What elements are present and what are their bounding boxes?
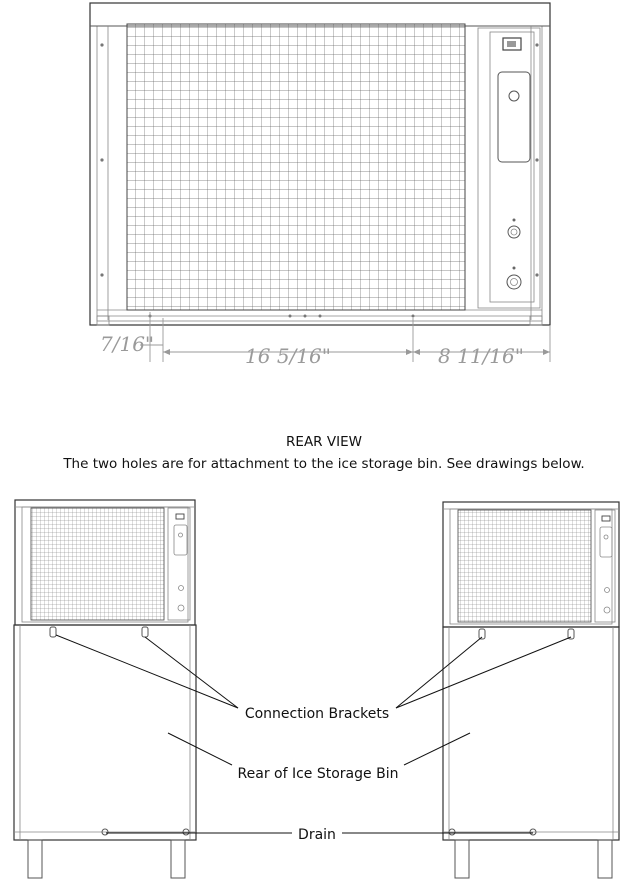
drain-fitting-icon bbox=[507, 275, 521, 289]
left-unit-on-bin bbox=[14, 500, 196, 878]
right-unit-on-bin bbox=[443, 502, 619, 878]
top-unit-rear-view bbox=[90, 3, 550, 325]
rear-of-bin-label: Rear of Ice Storage Bin bbox=[237, 766, 399, 782]
electrical-knockout-icon bbox=[509, 91, 519, 101]
connection-brackets-label: Connection Brackets bbox=[244, 706, 390, 722]
junction-box bbox=[498, 72, 530, 162]
left-ice-storage-bin bbox=[14, 625, 196, 840]
condenser-grille bbox=[127, 24, 465, 310]
water-inlet-icon bbox=[508, 226, 520, 238]
rear-view-title: REAR VIEW bbox=[286, 434, 362, 450]
drain-label: Drain bbox=[298, 827, 336, 843]
callout-leaders bbox=[56, 635, 571, 833]
grille-width-dimension: 16 5/16" bbox=[245, 344, 331, 368]
left-bracket-2 bbox=[142, 627, 148, 637]
left-offset-dimension: 7/16" bbox=[100, 332, 155, 356]
left-bracket-1 bbox=[50, 627, 56, 637]
rear-view-subtitle: The two holes are for attachment to the ice storage bin. See drawings below. bbox=[63, 456, 585, 472]
right-offset-dimension: 8 11/16" bbox=[438, 344, 524, 368]
